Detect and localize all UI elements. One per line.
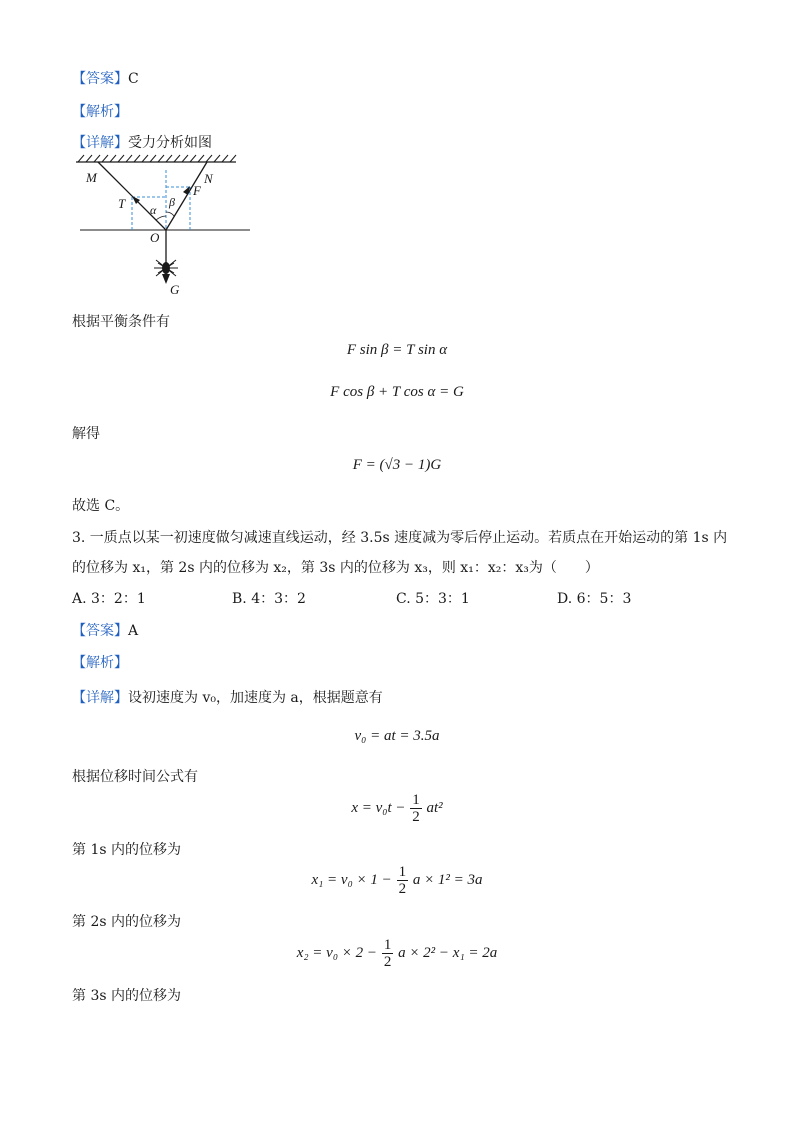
balance-text: 根据平衡条件有: [72, 314, 170, 330]
arc-beta: [166, 212, 174, 216]
label-alpha: α: [150, 203, 157, 217]
solve-text: 解得: [72, 426, 100, 442]
answer-tag: 【答案】: [72, 71, 128, 87]
option-b: B. 4：3：2: [232, 591, 306, 607]
fraction-half: $\frac{1}{2}$: [398, 864, 407, 897]
equation-3: F = (√3 − 1)G: [352, 457, 442, 473]
detail-tag: 【详解】: [72, 690, 128, 706]
fraction-half: $\frac{1}{2}$: [383, 937, 392, 970]
eq5-right: at²: [426, 799, 443, 816]
detail-text: 受力分析如图: [128, 135, 212, 151]
choose-text: 故选 C。: [72, 498, 130, 514]
equation-6: [0, 864, 794, 897]
equation-2: F cos β + T cos α = G: [330, 384, 464, 400]
first-second-text: 第 1s 内的位移为: [72, 842, 181, 858]
option-d: D. 6：5：3: [557, 591, 632, 607]
detail-text: 设初速度为 v₀，加速度为 a，根据题意有: [128, 690, 383, 706]
label-M: M: [86, 170, 97, 185]
detail-line-1: [72, 132, 212, 152]
ceiling-hatch: [78, 155, 236, 162]
third-second-text: 第 3s 内的位移为: [72, 988, 181, 1004]
displacement-formula-text: 根据位移时间公式有: [72, 769, 198, 785]
question-3-line-1: 3. 一质点以某一初速度做匀减速直线运动，经 3.5s 速度减为零后停止运动。若质点在开始运动的第 1s 内: [72, 530, 728, 546]
detail-line-2: [72, 687, 383, 707]
answer-line-2: [72, 620, 138, 640]
analysis-tag-2: 【解析】: [72, 655, 128, 671]
label-G: G: [170, 282, 180, 297]
eq7-right: a × 2² − x₁ = 2a: [398, 944, 498, 961]
equation-4: v₀ = at = 3.5a: [354, 728, 440, 744]
projection-lines: [132, 170, 190, 230]
option-a: A. 3：2：1: [72, 591, 146, 607]
answer-line-1: [72, 68, 139, 88]
label-T: T: [118, 196, 126, 211]
arc-alpha: [156, 216, 166, 220]
arrow-G: [162, 274, 170, 284]
label-O: O: [150, 230, 160, 245]
analysis-tag-1: 【解析】: [72, 104, 128, 120]
equation-7: [0, 937, 794, 970]
equation-5: [0, 792, 794, 825]
force-diagram: [70, 150, 260, 300]
detail-tag: 【详解】: [72, 135, 128, 151]
label-N: N: [204, 171, 213, 186]
label-F: F: [193, 183, 201, 198]
weight-body: [162, 262, 170, 274]
label-beta: β: [169, 195, 175, 209]
fraction-half: $\frac{1}{2}$: [412, 792, 420, 825]
eq6-right: a × 1² = 3a: [412, 871, 483, 888]
answer-value: C: [128, 71, 139, 87]
second-second-text: 第 2s 内的位移为: [72, 914, 181, 930]
option-c: C. 5：3：1: [396, 591, 470, 607]
answer-value: A: [128, 623, 139, 639]
equation-1: F sin β = T sin α: [346, 342, 448, 358]
eq5-left: x = v₀t −: [351, 799, 406, 816]
answer-tag: 【答案】: [72, 623, 128, 639]
eq7-left: x₂ = v₀ × 2 −: [296, 944, 378, 961]
eq6-left: x₁ = v₀ × 1 −: [311, 871, 392, 888]
question-3-line-2: 的位移为 x₁，第 2s 内的位移为 x₂，第 3s 内的位移为 x₃，则 x₁：x₂：x₃为（ ）: [72, 560, 599, 576]
